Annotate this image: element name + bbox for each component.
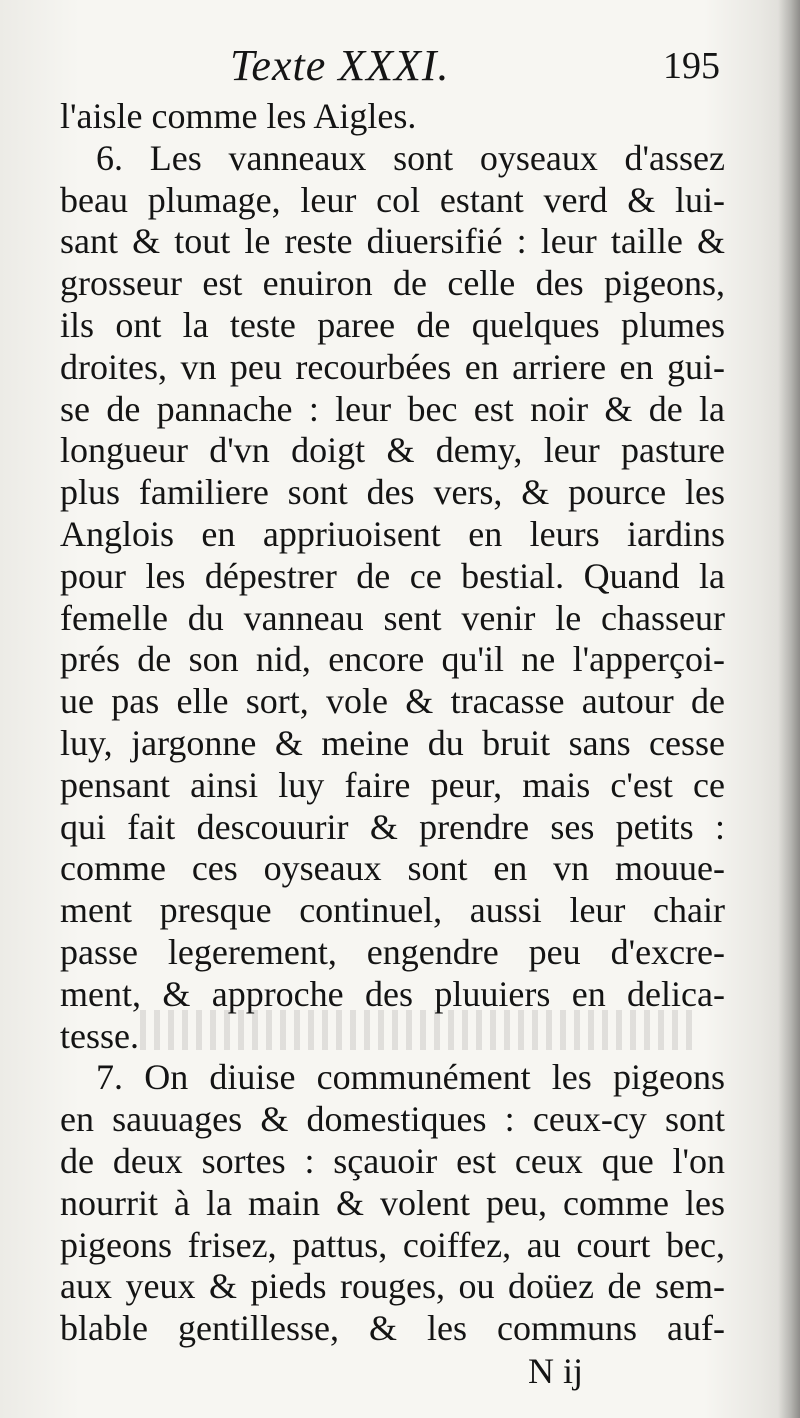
body-text (60, 96, 725, 1350)
text-line: qui fait descouurir & prendre ses petits : (60, 806, 725, 847)
text-line: pensant ainsi luy faire peur, mais c'est ce (60, 764, 725, 805)
text-line: femelle du vanneau sent venir le chasseur (60, 597, 725, 638)
text-line: aux yeux & pieds rouges, ou doüez de sem- (60, 1266, 725, 1307)
text-line: grosseur est enuiron de celle des pigeons, (60, 263, 725, 304)
page-number: 195 (663, 45, 720, 87)
text-line: l'aisle comme les Aigles. (60, 96, 417, 136)
text-line: blable gentillesse, & les communs auf- (60, 1308, 725, 1349)
text-line: nourrit à la main & volent peu, comme les (60, 1182, 725, 1223)
text-line: 7. On diuise communément les pigeons (96, 1057, 725, 1098)
text-line: pigeons frisez, pattus, coiffez, au court bec, (60, 1224, 725, 1265)
text-line: tesse. (60, 1015, 139, 1056)
text-line: se de pannache : leur bec est noir & de la (60, 388, 725, 429)
text-line: plus familiere sont des vers, & pource les (60, 472, 725, 513)
catchword-signature: N ij (528, 1351, 584, 1391)
text-line: ment, & approche des pluuiers en delica- (60, 973, 725, 1014)
text-line: de deux sortes : sçauoir est ceux que l'on (60, 1140, 725, 1181)
text-line: ment presque continuel, aussi leur chair (60, 890, 725, 931)
text-line: sant & tout le reste diuersifié : leur taille & (60, 221, 725, 262)
text-line: 6. Les vanneaux sont oyseaux d'assez (96, 137, 725, 178)
text-line: ue pas elle sort, vole & tracasse autour de (60, 681, 725, 722)
text-line: pour les dépestrer de ce bestial. Quand la (60, 555, 725, 596)
text-line: beau plumage, leur col estant verd & lui- (60, 179, 725, 220)
text-line: droites, vn peu recourbées en arriere en gui- (60, 346, 725, 387)
text-line: ils ont la teste paree de quelques plumes (60, 304, 725, 345)
text-line: prés de son nid, encore qu'il ne l'apperçoi- (60, 639, 725, 680)
text-line: en sauuages & domestiques : ceux-cy sont (60, 1099, 725, 1140)
running-title: Texte XXXI. (230, 41, 450, 90)
text-line: comme ces oyseaux sont en vn mouue- (60, 848, 725, 889)
text-line: Anglois en appriuoisent en leurs iardins (60, 513, 725, 554)
text-line: luy, jargonne & meine du bruit sans cesse (60, 722, 725, 763)
text-line: passe legerement, engendre peu d'excre- (60, 931, 725, 972)
text-line: longueur d'vn doigt & demy, leur pasture (60, 430, 725, 471)
page-gutter-shadow (778, 0, 800, 1418)
